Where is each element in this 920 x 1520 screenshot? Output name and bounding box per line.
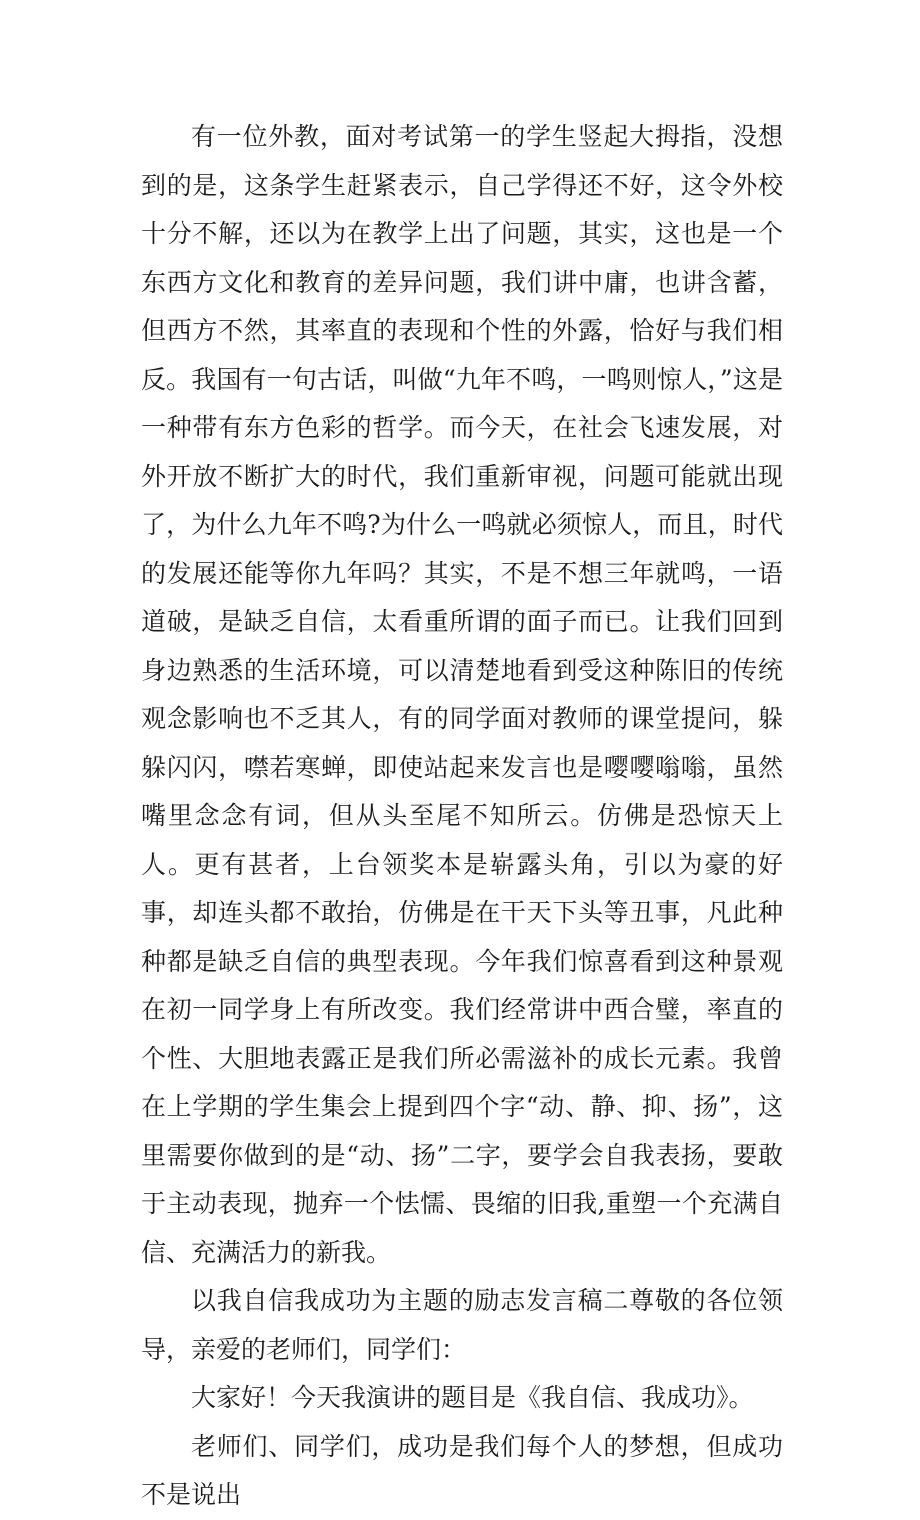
paragraph-speech-opening: 老师们、同学们，成功是我们每个人的梦想，但成功不是说出: [141, 1431, 783, 1509]
paragraph-speech-title-intro: 以我自信我成功为主题的励志发言稿二尊敬的各位领导，亲爱的老师们，同学们：: [141, 1286, 783, 1364]
paragraph-greeting: 大家好！今天我演讲的题目是《我自信、我成功》。: [191, 1383, 754, 1412]
paragraph-confidence-essay: 有一位外教，面对考试第一的学生竖起大拇指，没想到的是，这条学生赶紧表示，自己学得还不好，这令外校十分不解，还以为在教学上出了问题，其实，这也是一个东西方文化和教育的差异问题，我们讲中庸，也讲含蓄，但西方不然，其率直的表现和个性的外露，恰好与我们相反。我国有一句古话，叫做“九年不鸣，一鸣则惊人，”这是一种带有东方色彩的哲学。而今天，在社会飞速发展，对外开放不断扩大的时代，我们重新审视，问题可能就出现了，为什么九年不鸣?为什么一鸣就必须惊人，而且，时代的发展还能等你九年吗？其实，不是不想三年就鸣，一语道破，是缺乏自信，太看重所谓的面子而已。让我们回到身边熟悉的生活环境，可以清楚地看到受这种陈旧的传统观念影响也不乏其人，有的同学面对教师的课堂提问，躲躲闪闪，噤若寒蝉，即使站起来发言也是嘤嘤嗡嗡，虽然嘴里念念有词，但从头至尾不知所云。仿佛是恐惊天上人。更有甚者，上台领奖本是崭露头角，引以为豪的好事，却连头都不敢抬，仿佛是在干天下头等丑事，凡此种种都是缺乏自信的典型表现。今年我们惊喜看到这种景观在初一同学身上有所改变。我们经常讲中西合璧，率直的个性、大胆地表露正是我们所必需滋补的成长元素。我曾在上学期的学生集会上提到四个字“动、静、抑、扬”，这里需要你做到的是“动、扬”二字，要学会自我表扬，要敢于主动表现，抛弃一个怯懦、畏缩的旧我,重塑一个充满自信、充满活力的新我。: [141, 122, 783, 1267]
document-body: [141, 113, 783, 1520]
